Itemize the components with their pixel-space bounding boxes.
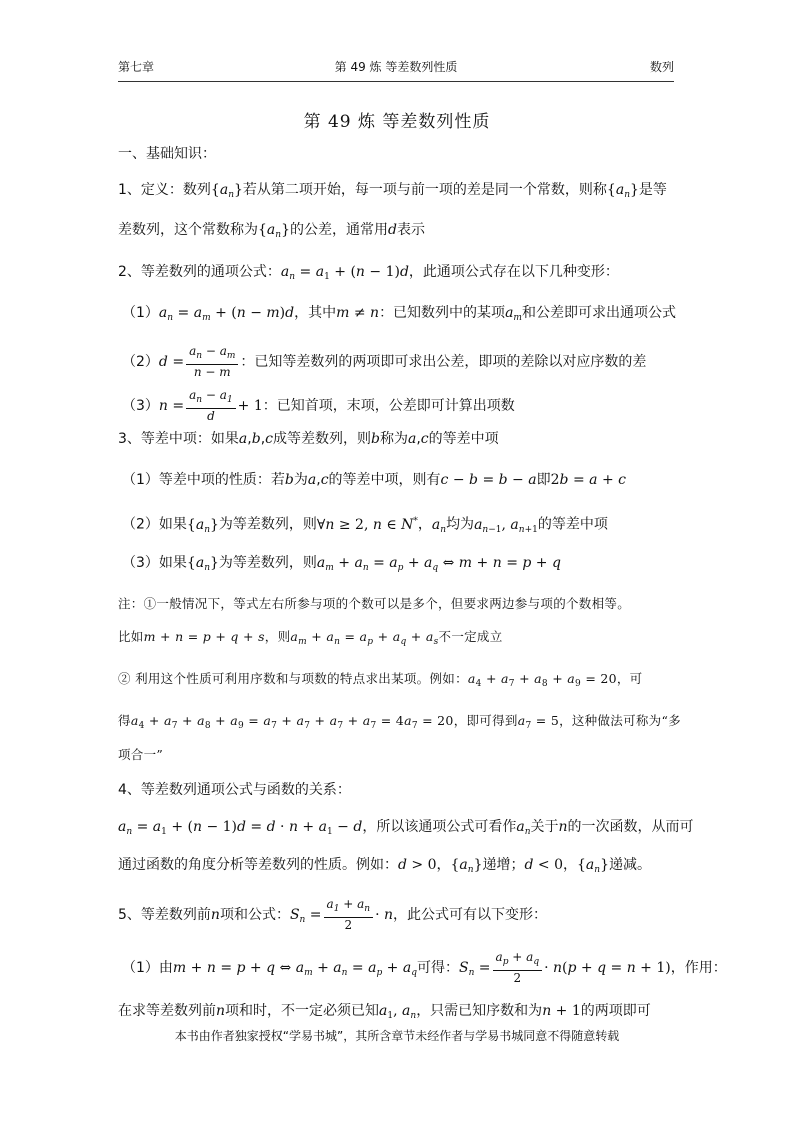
variant-1: $(1)a_n = a_m + (n - m)d$，其中m ≠ n：已知数列中的某项$a_m$和公差即可求出通项公式	[122, 305, 676, 323]
mean-property-2: （2）如果$\{a_n\}$为等差数列，则∀n ≥ 2, n ∈ N*，$a_n$均为$a_{n-1}$, $a_{n+1}$的等差中项	[122, 516, 608, 535]
note-1-line-2: 比如m + n = p + q + s，则$a_m + a_n = a_p + a_q + a_s$不一定成立	[118, 629, 503, 647]
header-topic: 数列	[649, 60, 674, 74]
mean-definition: 3、等差中项：如果a,b,c成等差数列，则b称为a,c的等差中项	[118, 431, 499, 447]
general-term-line: 2、等差数列的通项公式：$a_n = a_1 + (n - 1)d$，此通项公式存在以下几种变形：	[118, 264, 619, 282]
page-title: 第 49 炼 等差数列性质	[303, 112, 491, 132]
note-1-line-1: 注：①一般情况下，等式左右所参与项的个数可以是多个，但要求两边参与项的个数相等。	[118, 596, 631, 611]
function-line-2: 通过函数的角度分析等差数列的性质。例如：d > 0，$\{a_n\}$递增；d < 0，$\{a_n\}$递减。	[118, 857, 651, 875]
sum-variant-1-cont: 在求等差数列前n项和时，不一定必须已知$a_1$, $a_n$，只需已知序数和为n + 1的两项即可	[118, 1003, 651, 1021]
sum-formula-line: 5、等差数列前n项和公式：$S_n$ = $\frac{a_1 + a_n}{2}$ · n，此公式可有以下变形：	[118, 897, 547, 932]
note-2-line-3: 项合一”	[118, 747, 164, 762]
variant-3: （3）n = $\frac{a_n - a_1}{d}$ + 1：已知首项，末项，公差即可计算出项数	[122, 388, 515, 423]
copyright-footer: 本书由作者独家授权“学易书城”，其所含章节未经作者与学易书城同意不得随意转载	[174, 1029, 620, 1043]
mean-property-3: （3）如果$\{a_n\}$为等差数列，则$a_m + a_n = a_p + a_q$ ⇔ m + n = p + q	[122, 555, 561, 573]
section-heading: 一、基础知识：	[118, 146, 216, 162]
note-2-line-2: 得$a_4 + a_7 + a_8 + a_9 = a_7 + a_7 + a_7 + a_7 = 4a_7 = 20$，即可得到$a_7 = 5$，这种做法可称为“多	[118, 713, 681, 731]
function-line-1: $a_n = a_1 + (n - 1)d = d \cdot n + a_1 - d$，所以该通项公式可看作$a_n$关于n的一次函数，从而可	[118, 819, 694, 837]
header-chapter: 第七章	[118, 60, 155, 74]
function-heading: 4、等差数列通项公式与函数的关系：	[118, 782, 351, 798]
mean-property-1: （1）等差中项的性质：若b为a,c的等差中项，则有c − b = b − a即2b = a + c	[122, 472, 626, 488]
definition-line-1: 1、定义：数列$\{a_n\}$若从第二项开始，每一项与前一项的差是同一个常数，则称$\{a_n\}$是等	[118, 182, 667, 200]
sum-variant-1: （1）由m + n = p + q ⇔ $a_m + a_n = a_p + a_q$可得：$S_n$ = $\frac{a_p + a_q}{2}$ · n(p + q = n + 1)，作用：	[122, 950, 727, 985]
variant-2: （2）d = $\frac{a_n - a_m}{n - m}$ ：已知等差数列的两项即可求出公差，即项的差除以对应序数的差	[122, 344, 647, 379]
note-2-line-1: ② 利用这个性质可利用序数和与项数的特点求出某项。例如：$a_4 + a_7 + a_8 + a_9 = 20$，可	[118, 671, 643, 689]
header-lesson: 第 49 炼 等差数列性质	[334, 60, 458, 74]
definition-line-2: 差数列，这个常数称为$\{a_n\}$的公差，通常用d表示	[118, 222, 425, 240]
header-rule	[118, 81, 674, 82]
page-header	[118, 58, 674, 74]
